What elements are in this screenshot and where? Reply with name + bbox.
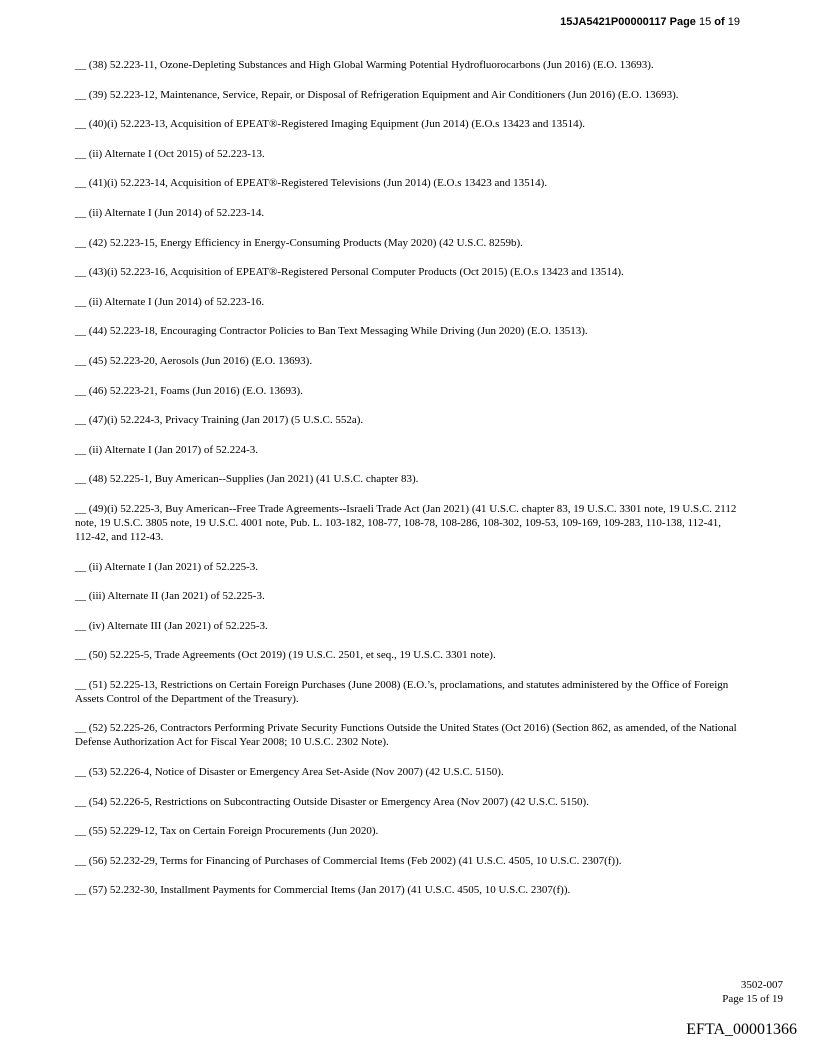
clause-item: __ (ii) Alternate I (Jun 2014) of 52.223-14. [75,206,265,219]
clause-item: __ (41)(i) 52.223-14, Acquisition of EPEAT®-Registered Televisions (Jun 2014) (E.O.s 13423 and 13514). [75,177,548,190]
clause-item: __ (38) 52.223-11, Ozone-Depleting Substances and High Global Warming Potential Hydrofluorocarbons (Jun 2016) (E.O. 13693). [75,59,654,71]
clause-item: __ (iv) Alternate III (Jan 2021) of 52.225-3. [75,619,268,632]
clause-item: __ (ii) Alternate I (Jun 2014) of 52.223-16. [75,295,265,308]
clause-item: __ (46) 52.223-21, Foams (Jun 2016) (E.O. 13693). [75,384,303,397]
clause-item: __ (48) 52.225-1, Buy American--Supplies (Jan 2021) (41 U.S.C. chapter 83). [75,473,419,486]
clause-item: __ (52) 52.225-26, Contractors Performing Private Security Functions Outside the United States (Oct 2016) (Section 862, as amended, of the National Defense Authorization Act for Fiscal Year 2008; 10 U.S.C. 2302 Note). [75,722,737,749]
clause-item: __ (47)(i) 52.224-3, Privacy Training (Jan 2017) (5 U.S.C. 552a). [75,414,364,427]
clause-item: __ (56) 52.232-29, Terms for Financing of Purchases of Commercial Items (Feb 2002) (41 U.S.C. 4505, 10 U.S.C. 2307(f)). [75,854,622,867]
clause-item: __ (ii) Alternate I (Jan 2021) of 52.225-3. [75,560,258,573]
page-current: 15 [698,16,712,28]
clause-item: __ (50) 52.225-5, Trade Agreements (Oct 2019) (19 U.S.C. 2501, et seq., 19 U.S.C. 3301 note). [75,649,496,662]
clause-item: __ (42) 52.223-15, Energy Efficiency in Energy-Consuming Products (May 2020) (42 U.S.C. 8259b). [75,236,523,249]
clause-item: __ (55) 52.229-12, Tax on Certain Foreign Procurements (Jun 2020). [75,825,379,838]
clause-item: __ (49)(i) 52.225-3, Buy American--Free Trade Agreements--Israeli Trade Act (Jan 2021) (41 U.S.C. chapter 83, 19 U.S.C. 3301 note, 19 U.S.C. 2112 note, 19 U.S.C. 3805 note, 19 U.S.C. 4001 note, Pub. L. 103-182, 108-77, 108-78, 108-286, 108-302, 109-53, 109-169, 109-283, 110-138, 112-41, 112-42, and 112-43. [75,502,737,543]
clause-item: __ (ii) Alternate I (Jan 2017) of 52.224-3. [75,443,258,456]
form-number: 3502-007 [740,979,783,991]
footer-page-label: Page 15 of 19 [722,993,783,1005]
clause-item: __ (53) 52.226-4, Notice of Disaster or Emergency Area Set-Aside (Nov 2007) (42 U.S.C. 5150). [75,766,504,779]
clause-item: __ (43)(i) 52.223-16, Acquisition of EPEAT®-Registered Personal Computer Products (Oct 2015) (E.O.s 13423 and 13514). [75,266,624,279]
clause-item: __ (39) 52.223-12, Maintenance, Service, Repair, or Disposal of Refrigeration Equipment and Air Conditioners (Jun 2016) (E.O. 13693). [75,88,679,101]
of-word: of [714,16,725,28]
page-word: Page [669,16,696,28]
page-header [560,16,740,28]
bates-number: EFTA_00001366 [686,1021,797,1038]
clause-item: __ (ii) Alternate I (Oct 2015) of 52.223-13. [75,147,265,160]
page-footer [722,978,783,1006]
clause-list [75,58,743,913]
clause-item: __ (51) 52.225-13, Restrictions on Certain Foreign Purchases (June 2008) (E.O.’s, proclamations, and statutes administered by the Office of Foreign Assets Control of the Department of the Treasury). [75,678,729,705]
clause-item: __ (44) 52.223-18, Encouraging Contractor Policies to Ban Text Messaging While Driving (Jun 2020) (E.O. 13513). [75,325,588,338]
page-total: 19 [727,16,740,28]
clause-item: __ (40)(i) 52.223-13, Acquisition of EPEAT®-Registered Imaging Equipment (Jun 2014) (E.O.s 13423 and 13514). [75,118,586,131]
clause-item: __ (iii) Alternate II (Jan 2021) of 52.225-3. [75,590,265,603]
clause-item: __ (57) 52.232-30, Installment Payments for Commercial Items (Jan 2017) (41 U.S.C. 4505, 10 U.S.C. 2307(f)). [75,884,571,897]
clause-item: __ (45) 52.223-20, Aerosols (Jun 2016) (E.O. 13693). [75,354,313,367]
clause-item: __ (54) 52.226-5, Restrictions on Subcontracting Outside Disaster or Emergency Area (Nov 2007) (42 U.S.C. 5150). [75,795,589,808]
document-number: 15JA5421P00000117 [560,16,667,28]
